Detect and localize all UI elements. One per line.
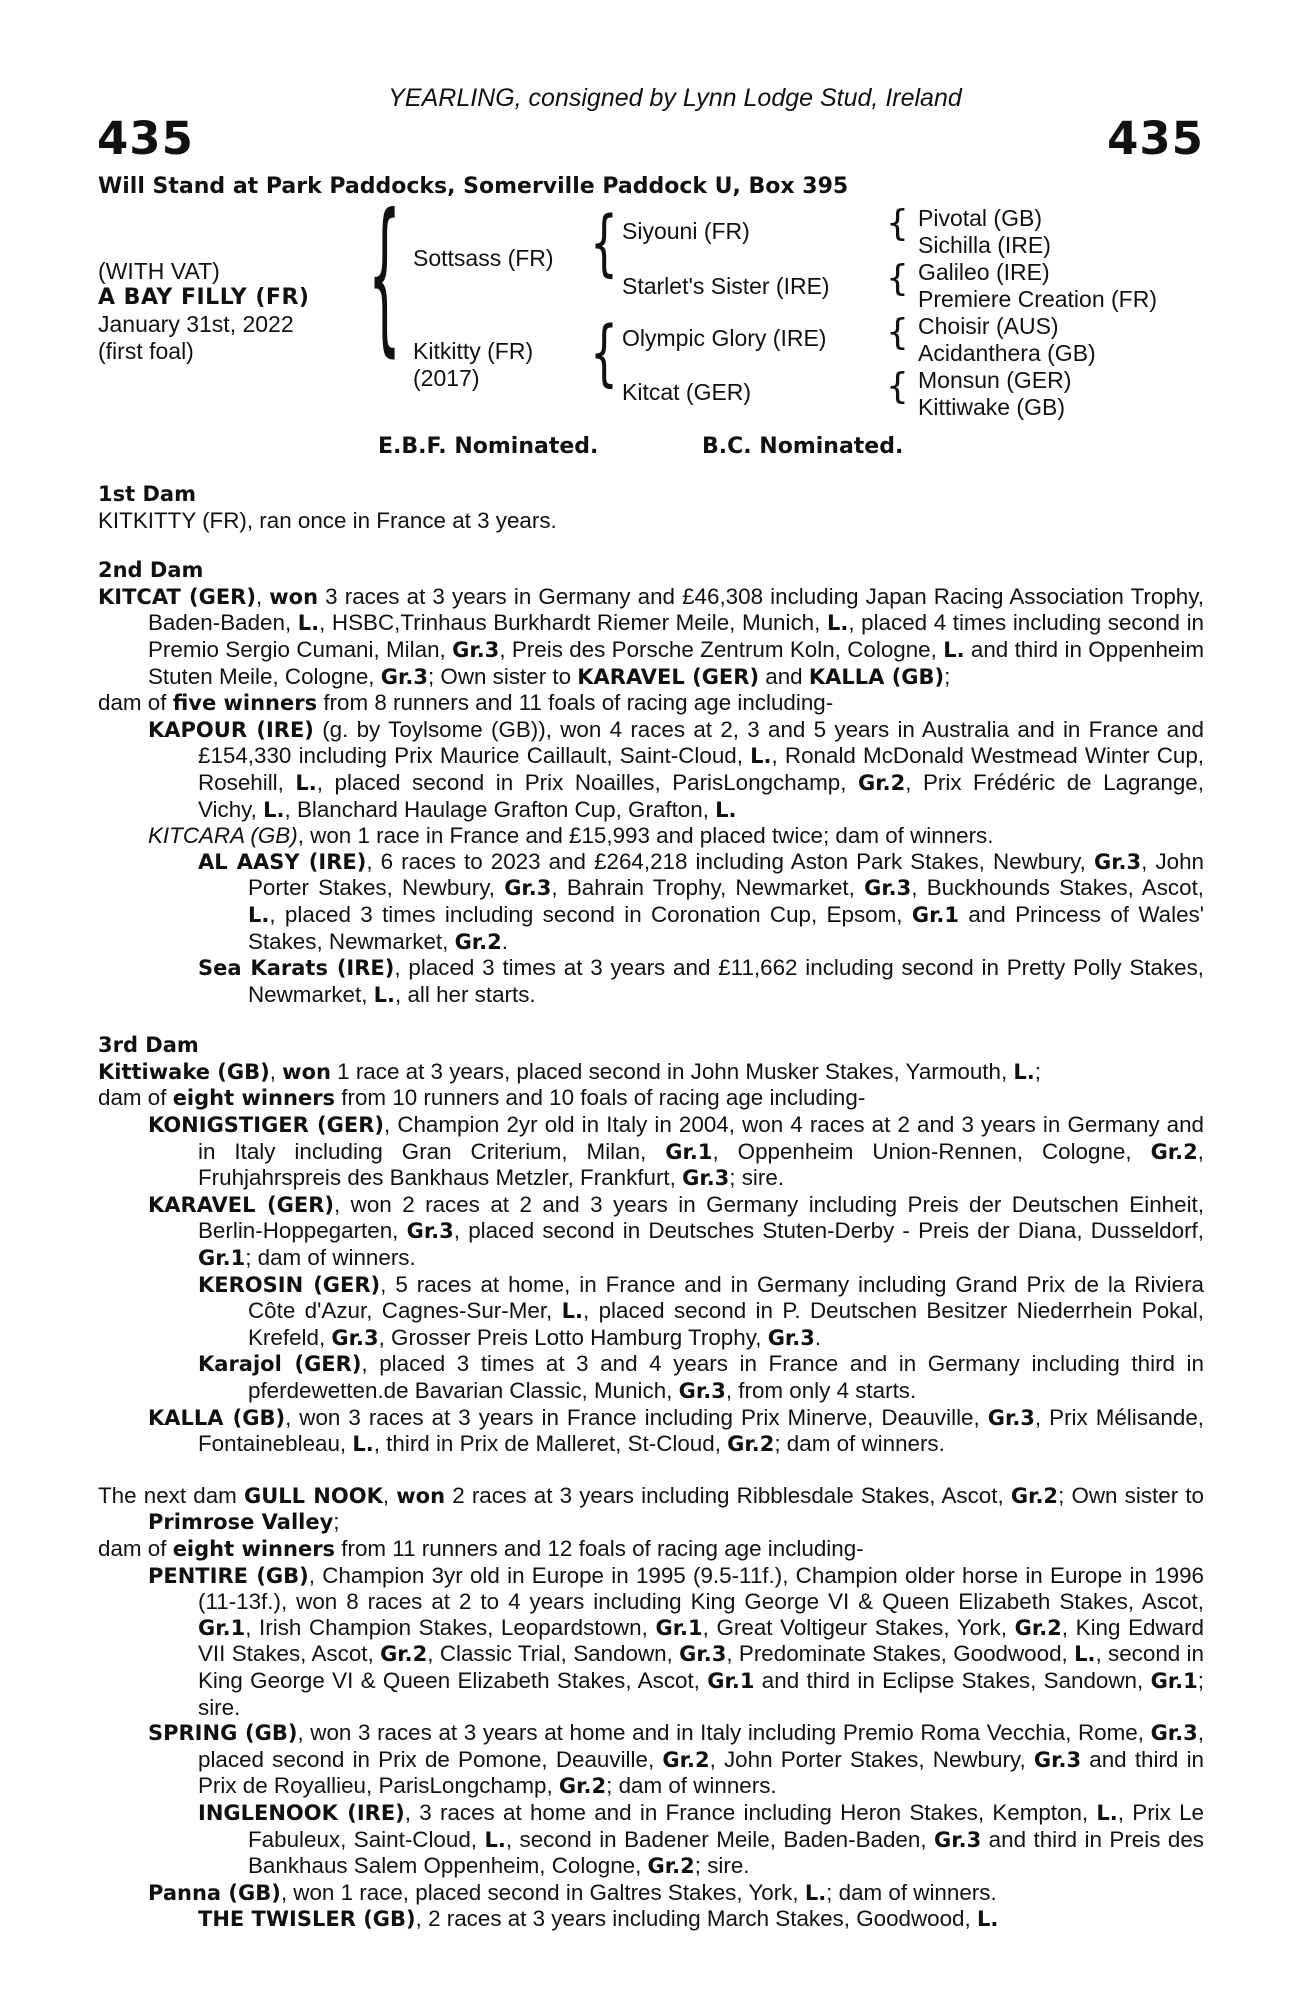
sire-dam: Starlet's Sister (IRE): [622, 273, 830, 299]
progeny-entry: KARAVEL (GER), won 2 races at 2 and 3 years in Germany including Preis der Deutschen Einheit, Berlin-Hoppegarten, Gr.3, placed second in Deutsches Stuten-Derby - Preis der Diana, Dusseldorf, Gr.1; dam of winners.: [148, 1191, 1204, 1271]
dam-sire: Olympic Glory (IRE): [622, 325, 827, 351]
gen4-name: Premiere Creation (FR): [918, 286, 1157, 312]
third-dam-heading: 3rd Dam: [98, 1033, 199, 1058]
progeny-entry: KAPOUR (IRE) (g. by Toylsome (GB)), won 4 races at 2, 3 and 5 years in Australia and in France and £154,330 including Prix Maurice Caillault, Saint-Cloud, L., Ronald McDonald Westmead Winter Cup, Rosehill, L., placed second in Prix Noailles, ParisLongchamp, Gr.2, Prix Frédéric de Lagrange, Vichy, L., Blanchard Haulage Grafton Cup, Grafton, L.: [148, 716, 1205, 822]
stand-location: Will Stand at Park Paddocks, Somerville Paddock U, Box 395: [98, 174, 849, 199]
progeny-entry: KITCARA (GB), won 1 race in France and £15,993 and placed twice; dam of winners.: [148, 823, 994, 849]
ebf-nomination: E.B.F. Nominated.: [378, 434, 599, 459]
progeny-entry: SPRING (GB), won 3 races at 3 years at home and in Italy including Premio Roma Vecchia, Rome, Gr.3, placed second in Prix de Pomone, Deauville, Gr.2, John Porter Stakes, Newbury, Gr.3 and third in Prix de Royallieu, ParisLongchamp, Gr.2; dam of winners.: [148, 1720, 1204, 1799]
lot-number-right: 435: [1107, 112, 1204, 165]
progeny-entry: KONIGSTIGER (GER), Champion 2yr old in Italy in 2004, won 4 races at 2 and 3 years in Germany and in Italy including Gran Criterium, Milan, Gr.1, Oppenheim Union-Rennen, Cologne, Gr.2, Fruhjahrspreis des Bankhaus Metzler, Frankfurt, Gr.3; sire.: [148, 1112, 1204, 1191]
progeny-entry: KEROSIN (GER), 5 races at home, in France and in Germany including Grand Prix de la Riviera Côte d'Azur, Cagnes-Sur-Mer, L., placed second in P. Deutschen Besitzer Niederrhein Pokal, Krefeld, Gr.3, Grosser Preis Lotto Hamburg Trophy, Gr.3.: [198, 1271, 1204, 1350]
progeny-entry: AL AASY (IRE), 6 races to 2023 and £264,218 including Aston Park Stakes, Newbury, Gr.3, John Porter Stakes, Newbury, Gr.3, Bahrain Trophy, Newmarket, Gr.3, Buckhounds Stakes, Ascot, L., placed 3 times including second in Coronation Cup, Epsom, Gr.1 and Princess of Wales' Stakes, Newmarket, Gr.2.: [198, 848, 1205, 954]
gen4-name: Pivotal (GB): [918, 205, 1042, 231]
third-dam-produce-summary: dam of eight winners from 10 runners and 10 foals of racing age including-: [98, 1085, 866, 1111]
second-dam-produce-summary: dam of five winners from 8 runners and 11 foals of racing age including-: [98, 690, 834, 716]
gen4-name: Acidanthera (GB): [918, 340, 1096, 366]
left-brace-icon: {: [590, 201, 618, 286]
left-brace-icon: {: [886, 203, 909, 244]
catalogue-page-body: [98, 482, 1204, 1933]
second-dam-heading: 2nd Dam: [98, 558, 204, 583]
progeny-entry: KALLA (GB), won 3 races at 3 years in France including Prix Minerve, Deauville, Gr.3, Prix Mélisande, Fontainebleau, L., third in Prix de Malleret, St-Cloud, Gr.2; dam of winners.: [148, 1404, 1204, 1457]
dam-dam: Kitcat (GER): [622, 379, 752, 405]
gen4-name: Choisir (AUS): [918, 313, 1059, 339]
progeny-entry: Sea Karats (IRE), placed 3 times at 3 years and £11,662 including second in Pretty Polly Stakes, Newmarket, L., all her starts.: [198, 955, 1204, 1007]
next-dam-text: The next dam GULL NOOK, won 2 races at 3 years including Ribblesdale Stakes, Ascot, Gr.2; Own sister to Primrose Valley;: [98, 1482, 1204, 1535]
foal-note: (first foal): [98, 338, 194, 364]
progeny-entry: INGLENOOK (IRE), 3 races at home and in France including Heron Stakes, Kempton, L., Prix Le Fabuleux, Saint-Cloud, L., second in Badener Meile, Baden-Baden, Gr.3 and third in Preis des Bankhaus Salem Oppenheim, Cologne, Gr.2; sire.: [198, 1799, 1204, 1879]
vat-label: (WITH VAT): [98, 258, 220, 284]
second-dam-text: KITCAT (GER), won 3 races at 3 years in Germany and £46,308 including Japan Racing Association Trophy, Baden-Baden, L., HSBC,Trinhaus Burkhardt Riemer Meile, Munich, L., placed 4 times including second in Premio Sergio Cumani, Milan, Gr.3, Preis des Porsche Zentrum Koln, Cologne, L. and third in Oppenheim Stuten Meile, Cologne, Gr.3; Own sister to KARAVEL (GER) and KALLA (GB);: [98, 583, 1205, 689]
foaling-date: January 31st, 2022: [98, 311, 294, 337]
first-dam-heading: 1st Dam: [98, 482, 196, 506]
first-dam-text: KITKITTY (FR), ran once in France at 3 years.: [98, 507, 557, 533]
bc-nomination: B.C. Nominated.: [702, 434, 904, 459]
gen4-name: Kittiwake (GB): [918, 394, 1065, 420]
dam-name: Kitkitty (FR): [413, 338, 534, 364]
consignor-line: YEARLING, consigned by Lynn Lodge Stud, Ireland: [388, 84, 962, 112]
progeny-entry: PENTIRE (GB), Champion 3yr old in Europe in 1995 (9.5-11f.), Champion older horse in Europe in 1996 (11-13f.), won 8 races at 2 to 4 years including King George VI & Queen Elizabeth Stakes, Ascot, Gr.1, Irish Champion Stakes, Leopardstown, Gr.1, Great Voltigeur Stakes, York, Gr.2, King Edward VII Stakes, Ascot, Gr.2, Classic Trial, Sandown, Gr.3, Predominate Stakes, Goodwood, L., second in King George VI & Queen Elizabeth Stakes, Ascot, Gr.1 and third in Eclipse Stakes, Sandown, Gr.1; sire.: [148, 1562, 1204, 1720]
sire-sire: Siyouni (FR): [622, 218, 750, 244]
left-brace-icon: {: [886, 258, 909, 299]
left-brace-icon: {: [590, 311, 618, 396]
dam-year: (2017): [413, 365, 480, 391]
gen4-name: Monsun (GER): [918, 367, 1072, 393]
left-brace-icon: {: [886, 366, 909, 407]
left-brace-icon: {: [368, 182, 402, 374]
progeny-entry: THE TWISLER (GB), 2 races at 3 years including March Stakes, Goodwood, L.: [198, 1906, 999, 1932]
progeny-entry: Panna (GB), won 1 race, placed second in Galtres Stakes, York, L.; dam of winners.: [148, 1879, 997, 1905]
horse-name: A BAY FILLY (FR): [98, 285, 310, 310]
gen4-name: Galileo (IRE): [918, 259, 1050, 285]
next-dam-produce-summary: dam of eight winners from 11 runners and 12 foals of racing age including-: [98, 1535, 864, 1561]
gen4-name: Sichilla (IRE): [918, 232, 1051, 258]
sire-name: Sottsass (FR): [413, 245, 554, 271]
progeny-entry: Karajol (GER), placed 3 times at 3 and 4 years in France and in Germany including third in pferdewetten.de Bavarian Classic, Munich, Gr.3, from only 4 starts.: [198, 1351, 1204, 1403]
left-brace-icon: {: [886, 312, 909, 353]
third-dam-text: Kittiwake (GB), won 1 race at 3 years, placed second in John Musker Stakes, Yarmouth, L.;: [98, 1058, 1041, 1084]
lot-number-left: 435: [97, 112, 194, 165]
